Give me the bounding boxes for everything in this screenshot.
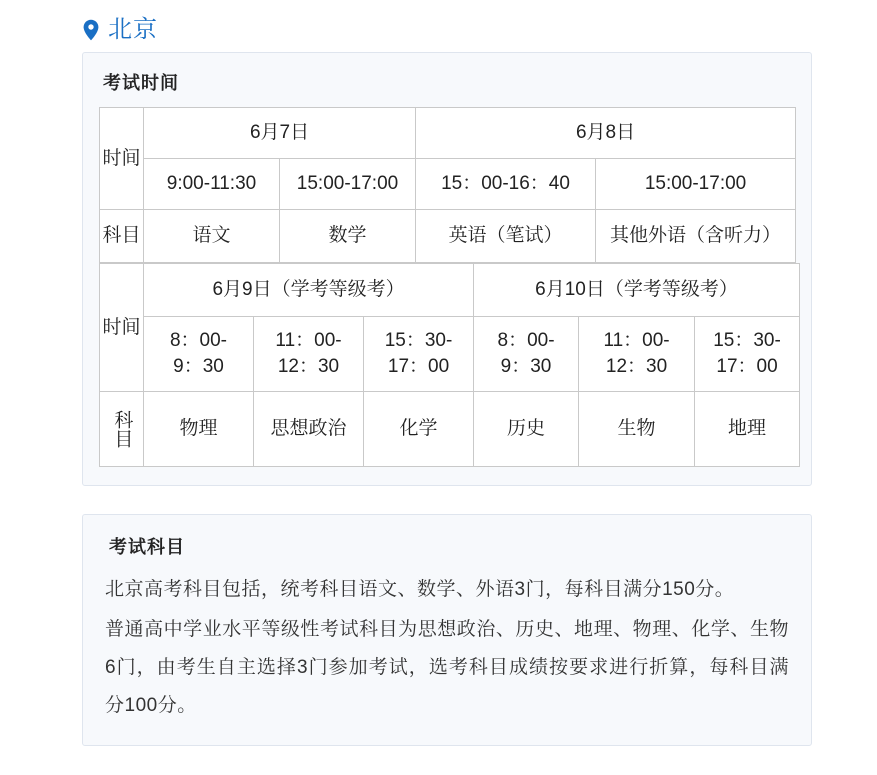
time2-cell-4 bbox=[474, 317, 579, 392]
time2-cell-4-line2: 9：30 bbox=[500, 356, 552, 377]
row-label-time-2-char1: 时间 bbox=[102, 316, 141, 338]
time2-cell-1-line2: 9：30 bbox=[173, 356, 224, 377]
time2-cell-6-line1: 15：30- bbox=[713, 330, 781, 352]
time2-cell-2-line1: 11：00- bbox=[275, 330, 342, 352]
row-label-subject-2: 科目 bbox=[100, 392, 144, 467]
time2-cell-5 bbox=[579, 317, 695, 392]
time2-cell-1 bbox=[144, 317, 254, 392]
time2-cell-5-line2: 12：30 bbox=[605, 356, 668, 377]
exam-schedule-card bbox=[82, 52, 812, 486]
subject2-cell-4: 历史 bbox=[474, 392, 579, 467]
day-header-june10: 6月10日（学考等级考） bbox=[474, 264, 800, 317]
exam-subjects-paragraph-2: 普通高中学业水平等级性考试科目为思想政治、历史、地理、物理、化学、生物6门，由考生自主选择3门参加考试，选考科目成绩按要求进行折算，每科目满分100分。 bbox=[105, 619, 789, 716]
table-row bbox=[100, 392, 800, 467]
exam-schedule-title: 考试时间 bbox=[103, 73, 179, 93]
table-row bbox=[100, 210, 796, 263]
time2-cell-2 bbox=[254, 317, 364, 392]
subject-cell-4: 其他外语（含听力） bbox=[596, 210, 796, 263]
time2-cell-6-line2: 17：00 bbox=[716, 356, 778, 377]
time2-cell-3-line2: 17：00 bbox=[387, 356, 450, 377]
time-cell-3: 15：00-16：40 bbox=[416, 159, 596, 210]
exam-subjects-card bbox=[82, 514, 812, 746]
subject2-cell-6: 地理 bbox=[695, 392, 800, 467]
table-row bbox=[100, 317, 800, 392]
location-header bbox=[0, 0, 877, 52]
location-name: 北京 bbox=[108, 16, 158, 43]
map-pin-icon bbox=[82, 19, 100, 41]
subject2-cell-5: 生物 bbox=[579, 392, 695, 467]
time-cell-2: 15:00-17:00 bbox=[280, 159, 416, 210]
table-row bbox=[100, 264, 800, 317]
time2-cell-6 bbox=[695, 317, 800, 392]
row-label-subject-1: 科目 bbox=[100, 210, 144, 263]
subject2-cell-3: 化学 bbox=[364, 392, 474, 467]
time2-cell-1-line1: 8：00- bbox=[169, 330, 228, 352]
time-cell-1: 9:00-11:30 bbox=[144, 159, 280, 210]
day-header-june9: 6月9日（学考等级考） bbox=[144, 264, 474, 317]
subject2-cell-2: 思想政治 bbox=[254, 392, 364, 467]
exam-schedule-table-2 bbox=[99, 263, 800, 467]
time2-cell-5-line1: 11：00- bbox=[603, 330, 670, 352]
time2-cell-3-line1: 15：30- bbox=[384, 330, 453, 352]
time-cell-4: 15:00-17:00 bbox=[596, 159, 796, 210]
exam-subjects-title: 考试科目 bbox=[109, 537, 185, 557]
table-row bbox=[100, 108, 796, 159]
row-label-time-1: 时间 bbox=[100, 108, 144, 210]
time2-cell-3 bbox=[364, 317, 474, 392]
table-row bbox=[100, 159, 796, 210]
exam-schedule-table bbox=[99, 107, 796, 263]
subject2-cell-1: 物理 bbox=[144, 392, 254, 467]
day-header-june8: 6月8日 bbox=[416, 108, 796, 159]
time2-cell-2-line2: 12：30 bbox=[277, 356, 340, 377]
subject-cell-2: 数学 bbox=[280, 210, 416, 263]
row-label-time-2 bbox=[100, 264, 144, 392]
day-header-june7: 6月7日 bbox=[144, 108, 416, 159]
subject-cell-1: 语文 bbox=[144, 210, 280, 263]
exam-subjects-paragraph-1: 北京高考科目包括，统考科目语文、数学、外语3门，每科目满分150分。 bbox=[105, 579, 735, 600]
time2-cell-4-line1: 8：00- bbox=[497, 330, 555, 352]
subject-cell-3: 英语（笔试） bbox=[416, 210, 596, 263]
